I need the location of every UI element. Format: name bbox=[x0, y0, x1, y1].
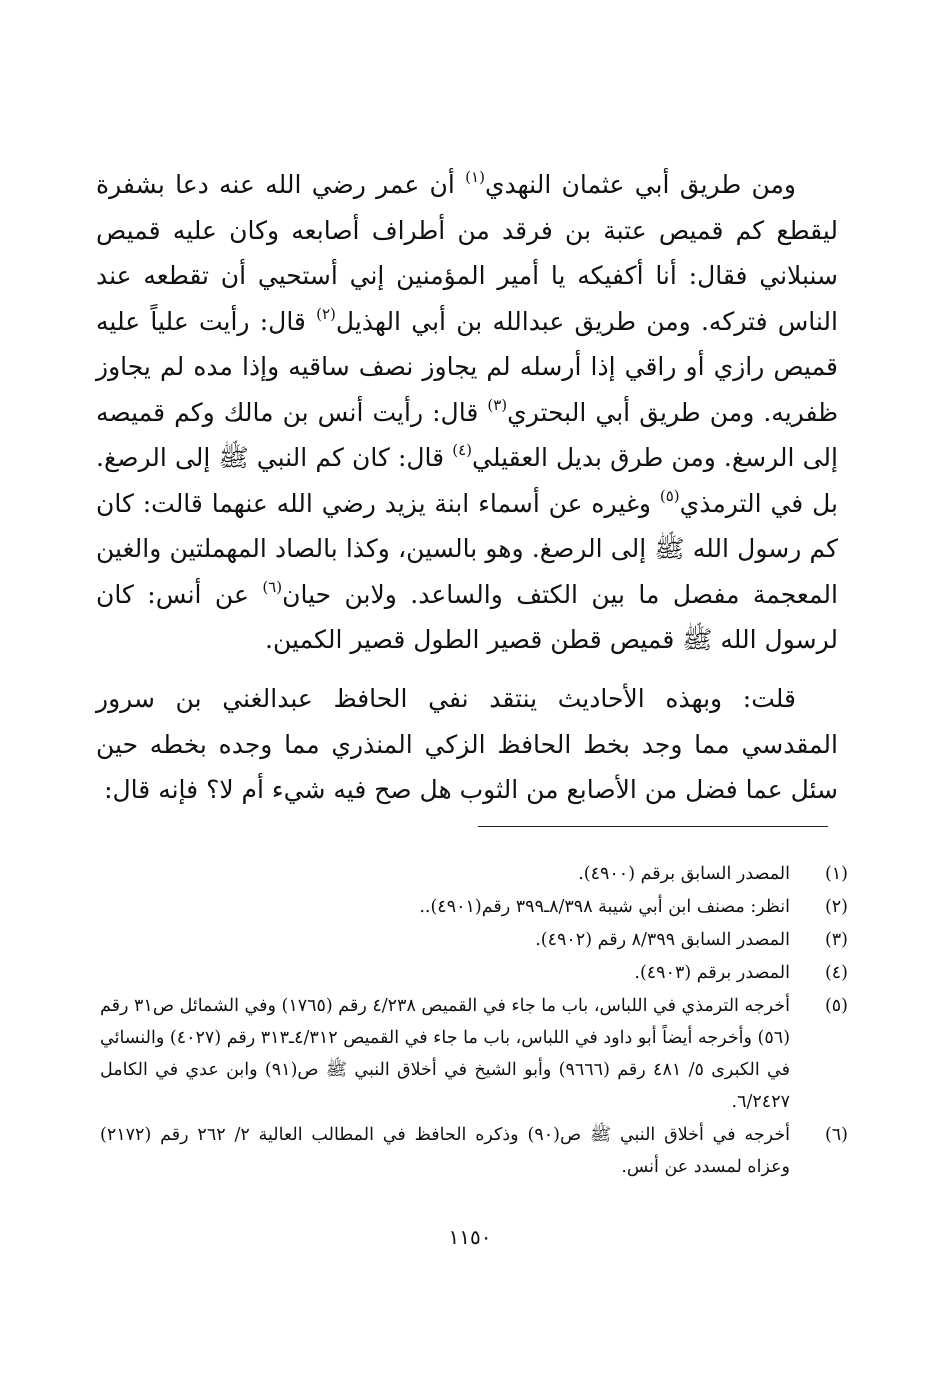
footnote-ref-3: (٣) bbox=[487, 395, 508, 414]
text-run: ومن طريق أبي عثمان النهدي bbox=[484, 170, 797, 199]
footnote-ref-1: (١) bbox=[465, 168, 485, 186]
footnote-text: انظر: مصنف ابن أبي شيبة ٨/٣٩٨ـ٣٩٩ رقم(٤٩٠١).. bbox=[419, 897, 790, 917]
page-number: ١١٥٠ bbox=[448, 1225, 492, 1249]
paragraph-text bbox=[96, 162, 838, 663]
footnote-ref-4: (٤) bbox=[452, 441, 473, 459]
text-run: أن عمر رضي الله عنه دعا بشفرة ليقطع كم قميص عتبة بن فرقد من أطراف أصابعه وكان عليه قميص سنبلاني فقال: أنا أكفيكه يا أمير المؤمنين إني أستحيي أن تقطعه عند الناس فتركه. ومن طريق عبدالله بن أبي الهذيل bbox=[96, 170, 838, 336]
footnote-text: المصدر السابق برقم (٤٩٠٠). bbox=[578, 864, 790, 884]
footnote-separator bbox=[478, 826, 828, 827]
footnote-ref-2: (٢) bbox=[316, 304, 336, 323]
footnote-item bbox=[100, 858, 848, 890]
footnote-item bbox=[100, 990, 848, 1118]
footnote-text: المصدر السابق ٨/٣٩٩ رقم (٤٩٠٢). bbox=[535, 930, 790, 950]
footnote-number: (٦) bbox=[824, 1125, 848, 1145]
footnote-number: (٤) bbox=[824, 963, 848, 983]
main-paragraph-2 bbox=[96, 676, 838, 813]
footnote-text: المصدر برقم (٤٩٠٣). bbox=[634, 963, 790, 983]
text-run: قال: رأيت أنس بن مالك وكم قميصه إلى الرسغ. ومن طرق بديل العقيلي bbox=[96, 397, 838, 472]
text-run: قال: رأيت علياً عليه قميص رازي أو راقي إذا أرسله لم يجاوز نصف ساقيه وإذا مده لم يجاوز ظفريه. ومن طريق أبي البحتري bbox=[96, 306, 839, 427]
footnote-item bbox=[100, 891, 848, 923]
text-run: عن أنس: كان لرسول الله ﷺ قميص قطن قصير الطول قصير الكمين. bbox=[96, 579, 838, 654]
footnote-ref-5: (٥) bbox=[659, 486, 680, 505]
footnotes-section bbox=[100, 858, 848, 1184]
footnote-item bbox=[100, 1119, 848, 1183]
footnote-text: أخرجه في أخلاق النبي ﷺ ص(٩٠) وذكره الحافظ في المطالب العالية ٢/ ٢٦٢ رقم (٢١٧٢) وعزاه لمسدد عن أنس. bbox=[100, 1125, 790, 1177]
footnote-text: أخرجه الترمذي في اللباس، باب ما جاء في القميص ٤/٢٣٨ رقم (١٧٦٥) وفي الشمائل ص٣١ رقم (٥٦) وأخرجه أيضاً أبو داود في اللباس، باب ما جاء في القميص ٤/٣١٢ـ٣١٣ رقم (٤٠٢٧) والنسائي في الكبرى ٥/ ٤٨١ رقم (٩٦٦٦) وأبو الشيخ في أخلاق النبي ﷺ ص(٩١) وابن عدي في الكامل ٦/٢٤٢٧. bbox=[100, 996, 791, 1112]
footnote-number: (٢) bbox=[824, 897, 848, 917]
text-run: قال: كان كم النبي ﷺ إلى الرصغ. بل في الترمذي bbox=[96, 443, 838, 518]
footnote-item bbox=[100, 957, 848, 989]
paragraph-text: قلت: وبهذه الأحاديث ينتقد نفي الحافظ عبدالغني بن سرور المقدسي مما وجد بخط الحافظ الزكي المنذري مما وجده بخطه حين سئل عما فضل من الأصابع من الثوب هل صح فيه شيء أم لا؟ فإنه قال: bbox=[96, 684, 838, 804]
footnote-item bbox=[100, 924, 848, 956]
footnote-number: (٥) bbox=[824, 996, 848, 1016]
text-run: وغيره عن أسماء ابنة يزيد رضي الله عنهما قالت: كان كم رسول الله ﷺ إلى الرصغ. وهو بالسين، وكذا بالصاد المهملتين والغين المعجمة مفصل ما بين الكتف والساعد. ولابن حيان bbox=[96, 488, 838, 609]
main-paragraph-1 bbox=[96, 162, 838, 663]
footnote-ref-6: (٦) bbox=[262, 577, 283, 596]
footnote-number: (١) bbox=[824, 864, 848, 884]
footnote-number: (٣) bbox=[824, 930, 848, 950]
